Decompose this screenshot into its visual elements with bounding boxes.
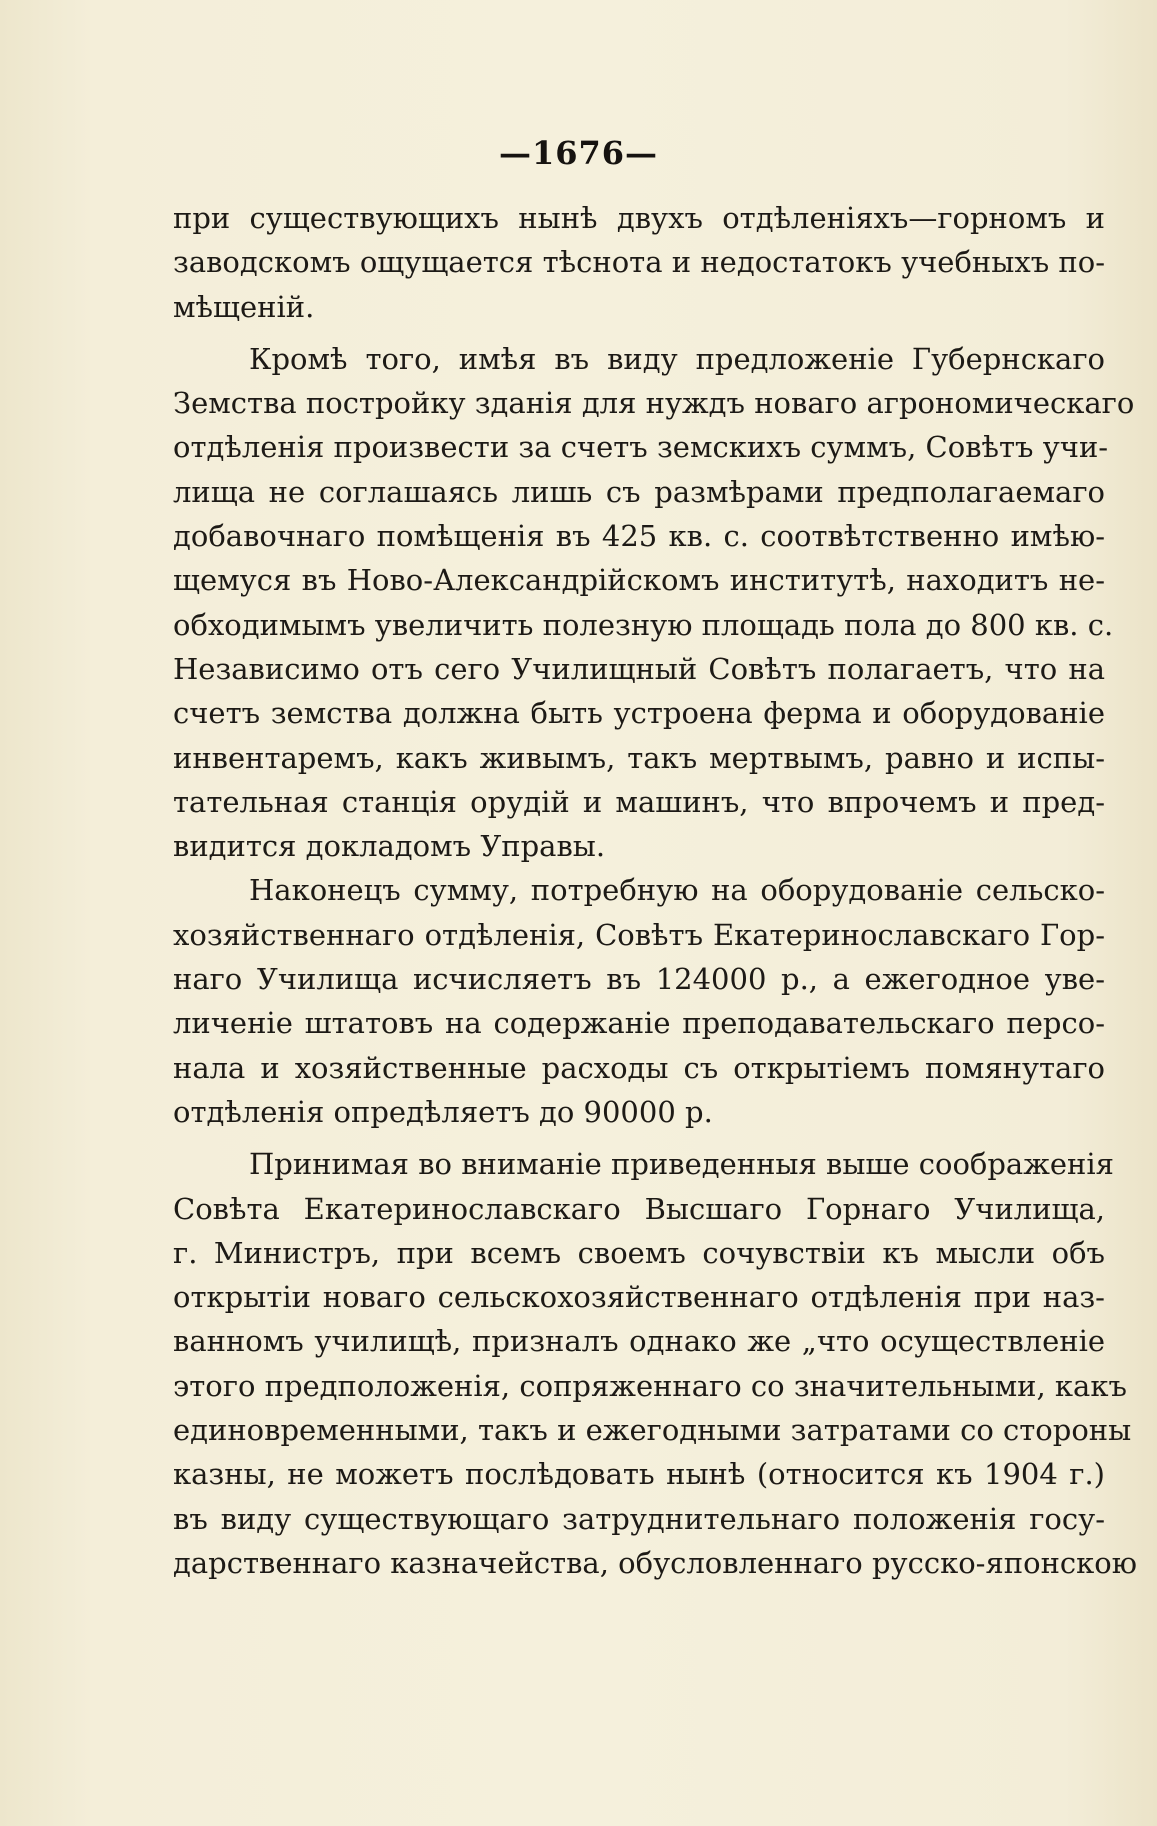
text-line: при существующихъ нынѣ двухъ отдѣленiяхъ—горномъ и xyxy=(173,201,1105,235)
text-line: Наконецъ сумму, потребную на оборудованiе сельско- xyxy=(249,873,1105,908)
text-line: Независимо отъ сего Училищный Совѣтъ полагаетъ, что на xyxy=(173,651,1105,686)
text-line: ванномъ училищѣ, призналъ однако же „что осуществленiе xyxy=(173,1324,1105,1359)
text-line: наго Училища исчисляетъ въ 124000 р., а ежегодное уве- xyxy=(173,962,1105,997)
text-line: дарственнаго казначейства, обусловленнаго русско-японскою xyxy=(173,1545,1137,1580)
text-line: отдѣленiя произвести за счетъ земскихъ суммъ, Совѣтъ учи- xyxy=(173,430,1109,465)
text-line: обходимымъ увеличить полезную площадь пола до 800 кв. с. xyxy=(173,607,1114,642)
text-line: казны, не можетъ послѣдовать нынѣ (относится къ 1904 г.) xyxy=(173,1457,1105,1492)
text-line: этого предположенiя, сопряженнаго со значительными, какъ xyxy=(173,1368,1127,1403)
text-line: видится докладомъ Управы. xyxy=(173,829,606,864)
text-line: счетъ земства должна быть устроена ферма и оборудованiе xyxy=(173,696,1105,731)
text-line: тательная станцiя орудiй и машинъ, что впрочемъ и пред- xyxy=(173,784,1105,819)
text-line: Кромѣ того, имѣя въ виду предложенiе Губернскаго xyxy=(249,341,1105,376)
text-line: щемуся въ Ново-Александрiйскомъ институтѣ, находитъ не- xyxy=(173,563,1105,598)
text-line: добавочнаго помѣщенiя въ 425 кв. с. соотвѣтственно имѣю- xyxy=(173,519,1105,554)
page-number: —1676— xyxy=(498,134,659,172)
text-line: открытiи новаго сельскохозяйственнаго отдѣленiя при наз- xyxy=(173,1280,1105,1315)
text-line: Земства постройку зданiя для нуждъ новаго агрономическаго xyxy=(173,386,1135,421)
text-line: хозяйственнаго отдѣленiя, Совѣтъ Екатеринославскаго Гор- xyxy=(173,917,1105,952)
text-line: мѣщенiй. xyxy=(173,289,315,324)
text-line: личенiе штатовъ на содержанiе преподавательскаго персо- xyxy=(173,1006,1105,1041)
paragraph-4 xyxy=(173,1142,1137,1585)
paragraph-1 xyxy=(173,196,1105,329)
text-line: отдѣленiя опредѣляетъ до 90000 р. xyxy=(173,1094,713,1129)
text-line: инвентаремъ, какъ живымъ, такъ мертвымъ, равно и испы- xyxy=(173,740,1105,775)
text-line: нала и хозяйственные расходы съ открытiемъ помянутаго xyxy=(173,1050,1105,1085)
text-line: въ виду существующаго затруднительнаго положенiя госу- xyxy=(173,1501,1105,1536)
paragraph-2 xyxy=(173,337,1135,869)
text-line: единовременными, такъ и ежегодными затратами со стороны xyxy=(173,1413,1132,1448)
text-line: лища не соглашаясь лишь съ размѣрами предполагаемаго xyxy=(173,474,1105,509)
text-line: заводскомъ ощущается тѣснота и недостатокъ учебныхъ по- xyxy=(173,245,1105,280)
text-line: Принимая во вниманiе приведенныя выше соображенiя xyxy=(249,1147,1114,1182)
text-line: г. Министръ, при всемъ своемъ сочувствiи къ мысли объ xyxy=(173,1235,1105,1270)
body-text xyxy=(173,196,1137,1585)
paragraph-3 xyxy=(173,868,1105,1134)
text-line: Совѣта Екатеринославскаго Высшаго Горнаго Училища, xyxy=(173,1191,1105,1226)
